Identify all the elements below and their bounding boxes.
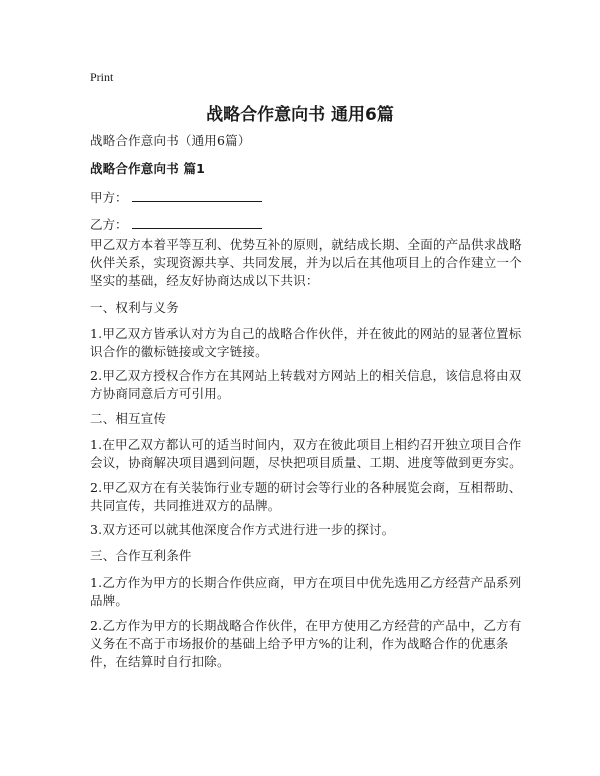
party-a-label: 甲方： <box>90 190 128 205</box>
document-title: 战略合作意向书 通用6篇 <box>206 105 394 125</box>
party-b-field <box>90 215 262 233</box>
print-label[interactable]: Print <box>90 70 114 84</box>
section-2-title: 二、相互宣传 <box>90 411 167 426</box>
article-heading: 战略合作意向书 篇1 <box>90 161 206 176</box>
section-1-title: 一、权利与义务 <box>90 300 179 315</box>
section-3-item-1: 1.乙方作为甲方的长期合作供应商，甲方在项目中优先选用乙方经营产品系列品牌。 <box>90 575 522 608</box>
intro-paragraph: 甲乙双方本着平等互利、优势互补的原则，就结成长期、全面的产品供求战略伙伴关系，实现资源共享、共同发展，并为以后在其他项目上的合作建立一个坚实的基础，经友好协商达成以下共识： <box>90 237 522 288</box>
section-2-item-2: 2.甲乙双方在有关装饰行业专题的研讨会等行业的各种展览会商，互相帮助、共同宣传，共同推进双方的品牌。 <box>90 480 522 513</box>
party-b-blank-line <box>132 216 262 229</box>
section-1-item-1: 1.甲乙双方皆承认对方为自己的战略合作伙伴，并在彼此的网站的显著位置标识合作的徽标链接或文字链接。 <box>90 326 522 359</box>
document-subtitle: 战略合作意向书（通用6篇） <box>90 133 251 148</box>
party-a-field <box>90 188 262 206</box>
section-2-item-3: 3.双方还可以就其他深度合作方式进行进一步的探讨。 <box>90 522 395 537</box>
party-b-label: 乙方： <box>90 217 128 232</box>
section-3-item-2: 2.乙方作为甲方的长期战略合作伙伴，在甲方使用乙方经营的产品中，乙方有义务在不高于市场报价的基础上给予甲方%的让利，作为战略合作的优惠条件，在结算时自行扣除。 <box>90 618 522 669</box>
party-a-blank-line <box>132 189 262 202</box>
section-2-item-1: 1.在甲乙双方都认可的适当时间内，双方在彼此项目上相约召开独立项目合作会议，协商解决项目遇到问题，尽快把项目质量、工期、进度等做到更夯实。 <box>90 437 522 470</box>
section-1-item-2: 2.甲乙双方授权合作方在其网站上转载对方网站上的相关信息，该信息将由双方协商同意后方可引用。 <box>90 368 522 401</box>
section-3-title: 三、合作互利条件 <box>90 548 192 563</box>
